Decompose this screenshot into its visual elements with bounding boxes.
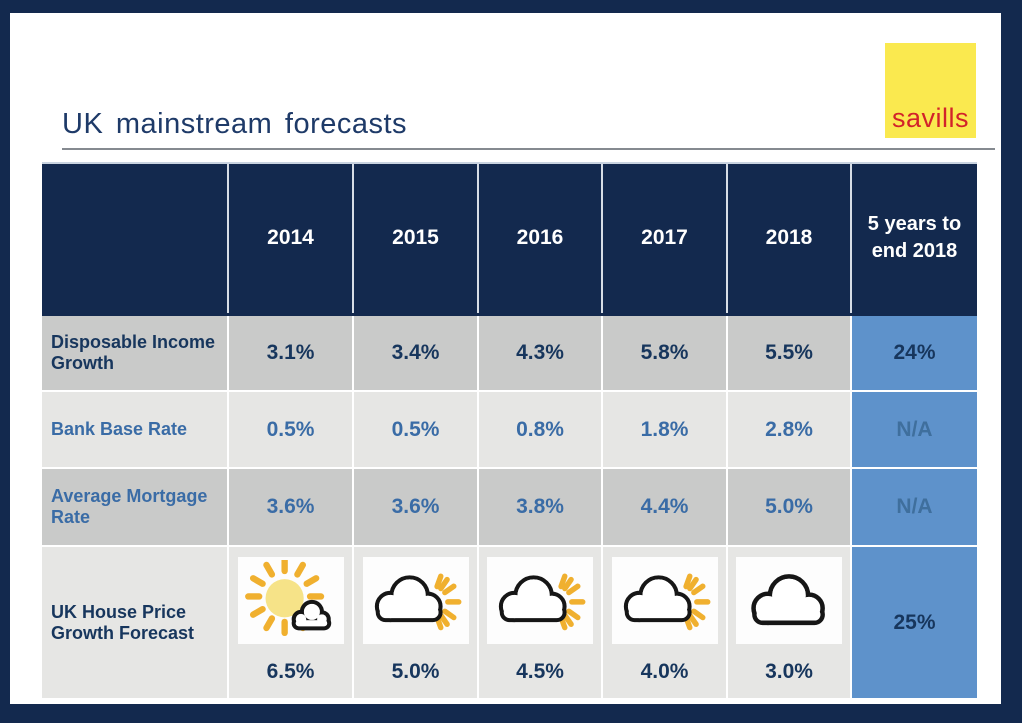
weather-cell-2014 [228, 546, 353, 698]
header-blank-cell [42, 163, 228, 314]
value-cell: 3.1% [228, 314, 353, 391]
summary-cell: 25% [851, 546, 977, 698]
value-cell: 3.6% [228, 468, 353, 546]
summary-cell: N/A [851, 391, 977, 468]
header-year-2016: 2016 [478, 163, 602, 314]
header-year-2018: 2018 [727, 163, 851, 314]
sun-behind-cloud-icon [487, 557, 593, 644]
row-label-bank-base-rate: Bank Base Rate [42, 391, 228, 468]
value-cell: 1.8% [602, 391, 727, 468]
page-title: UK mainstream forecasts [62, 108, 408, 140]
value-cell: 3.8% [478, 468, 602, 546]
summary-cell: 24% [851, 314, 977, 391]
title-divider [62, 148, 995, 150]
value-cell: 4.4% [602, 468, 727, 546]
row-label-average-mortgage-rate: Average Mortgage Rate [42, 468, 228, 546]
cloud-icon [736, 557, 842, 644]
value-cell: 5.5% [727, 314, 851, 391]
weather-cell-2016 [478, 546, 602, 698]
sun-behind-small-cloud-icon [238, 557, 344, 644]
header-year-2014: 2014 [228, 163, 353, 314]
value-cell: 4.0% [640, 660, 689, 683]
table-row-average-mortgage-rate [42, 468, 977, 546]
weather-cell-2018 [727, 546, 851, 698]
value-cell: 6.5% [266, 660, 315, 683]
row-label-uk-house-price-growth-forecast: UK House Price Growth Forecast [42, 546, 228, 698]
weather-cell-2015 [353, 546, 478, 698]
slide-page [10, 13, 1001, 704]
header-year-2017: 2017 [602, 163, 727, 314]
summary-cell: N/A [851, 468, 977, 546]
value-cell: 4.5% [516, 660, 564, 683]
header-5-years-summary: 5 years to end 2018 [851, 163, 977, 314]
value-cell: 3.6% [353, 468, 478, 546]
value-cell: 0.5% [353, 391, 478, 468]
header-row [42, 163, 977, 314]
value-cell: 5.0% [391, 660, 440, 683]
value-cell: 0.8% [478, 391, 602, 468]
table-row-bank-base-rate [42, 391, 977, 468]
row-label-disposable-income-growth: Disposable Income Growth [42, 314, 228, 391]
forecast-table [42, 162, 977, 698]
savills-logo [885, 43, 976, 138]
value-cell: 5.8% [602, 314, 727, 391]
sun-behind-cloud-icon [363, 557, 469, 644]
value-cell: 0.5% [228, 391, 353, 468]
value-cell: 5.0% [727, 468, 851, 546]
value-cell: 4.3% [478, 314, 602, 391]
savills-logo-text: savills [892, 103, 970, 133]
sun-behind-cloud-icon [612, 557, 718, 644]
table-row-disposable-income [42, 314, 977, 391]
value-cell: 2.8% [727, 391, 851, 468]
value-cell: 3.0% [765, 660, 813, 683]
table-row-uk-house-price-growth [42, 546, 977, 698]
header-year-2015: 2015 [353, 163, 478, 314]
value-cell: 3.4% [353, 314, 478, 391]
weather-cell-2017 [602, 546, 727, 698]
